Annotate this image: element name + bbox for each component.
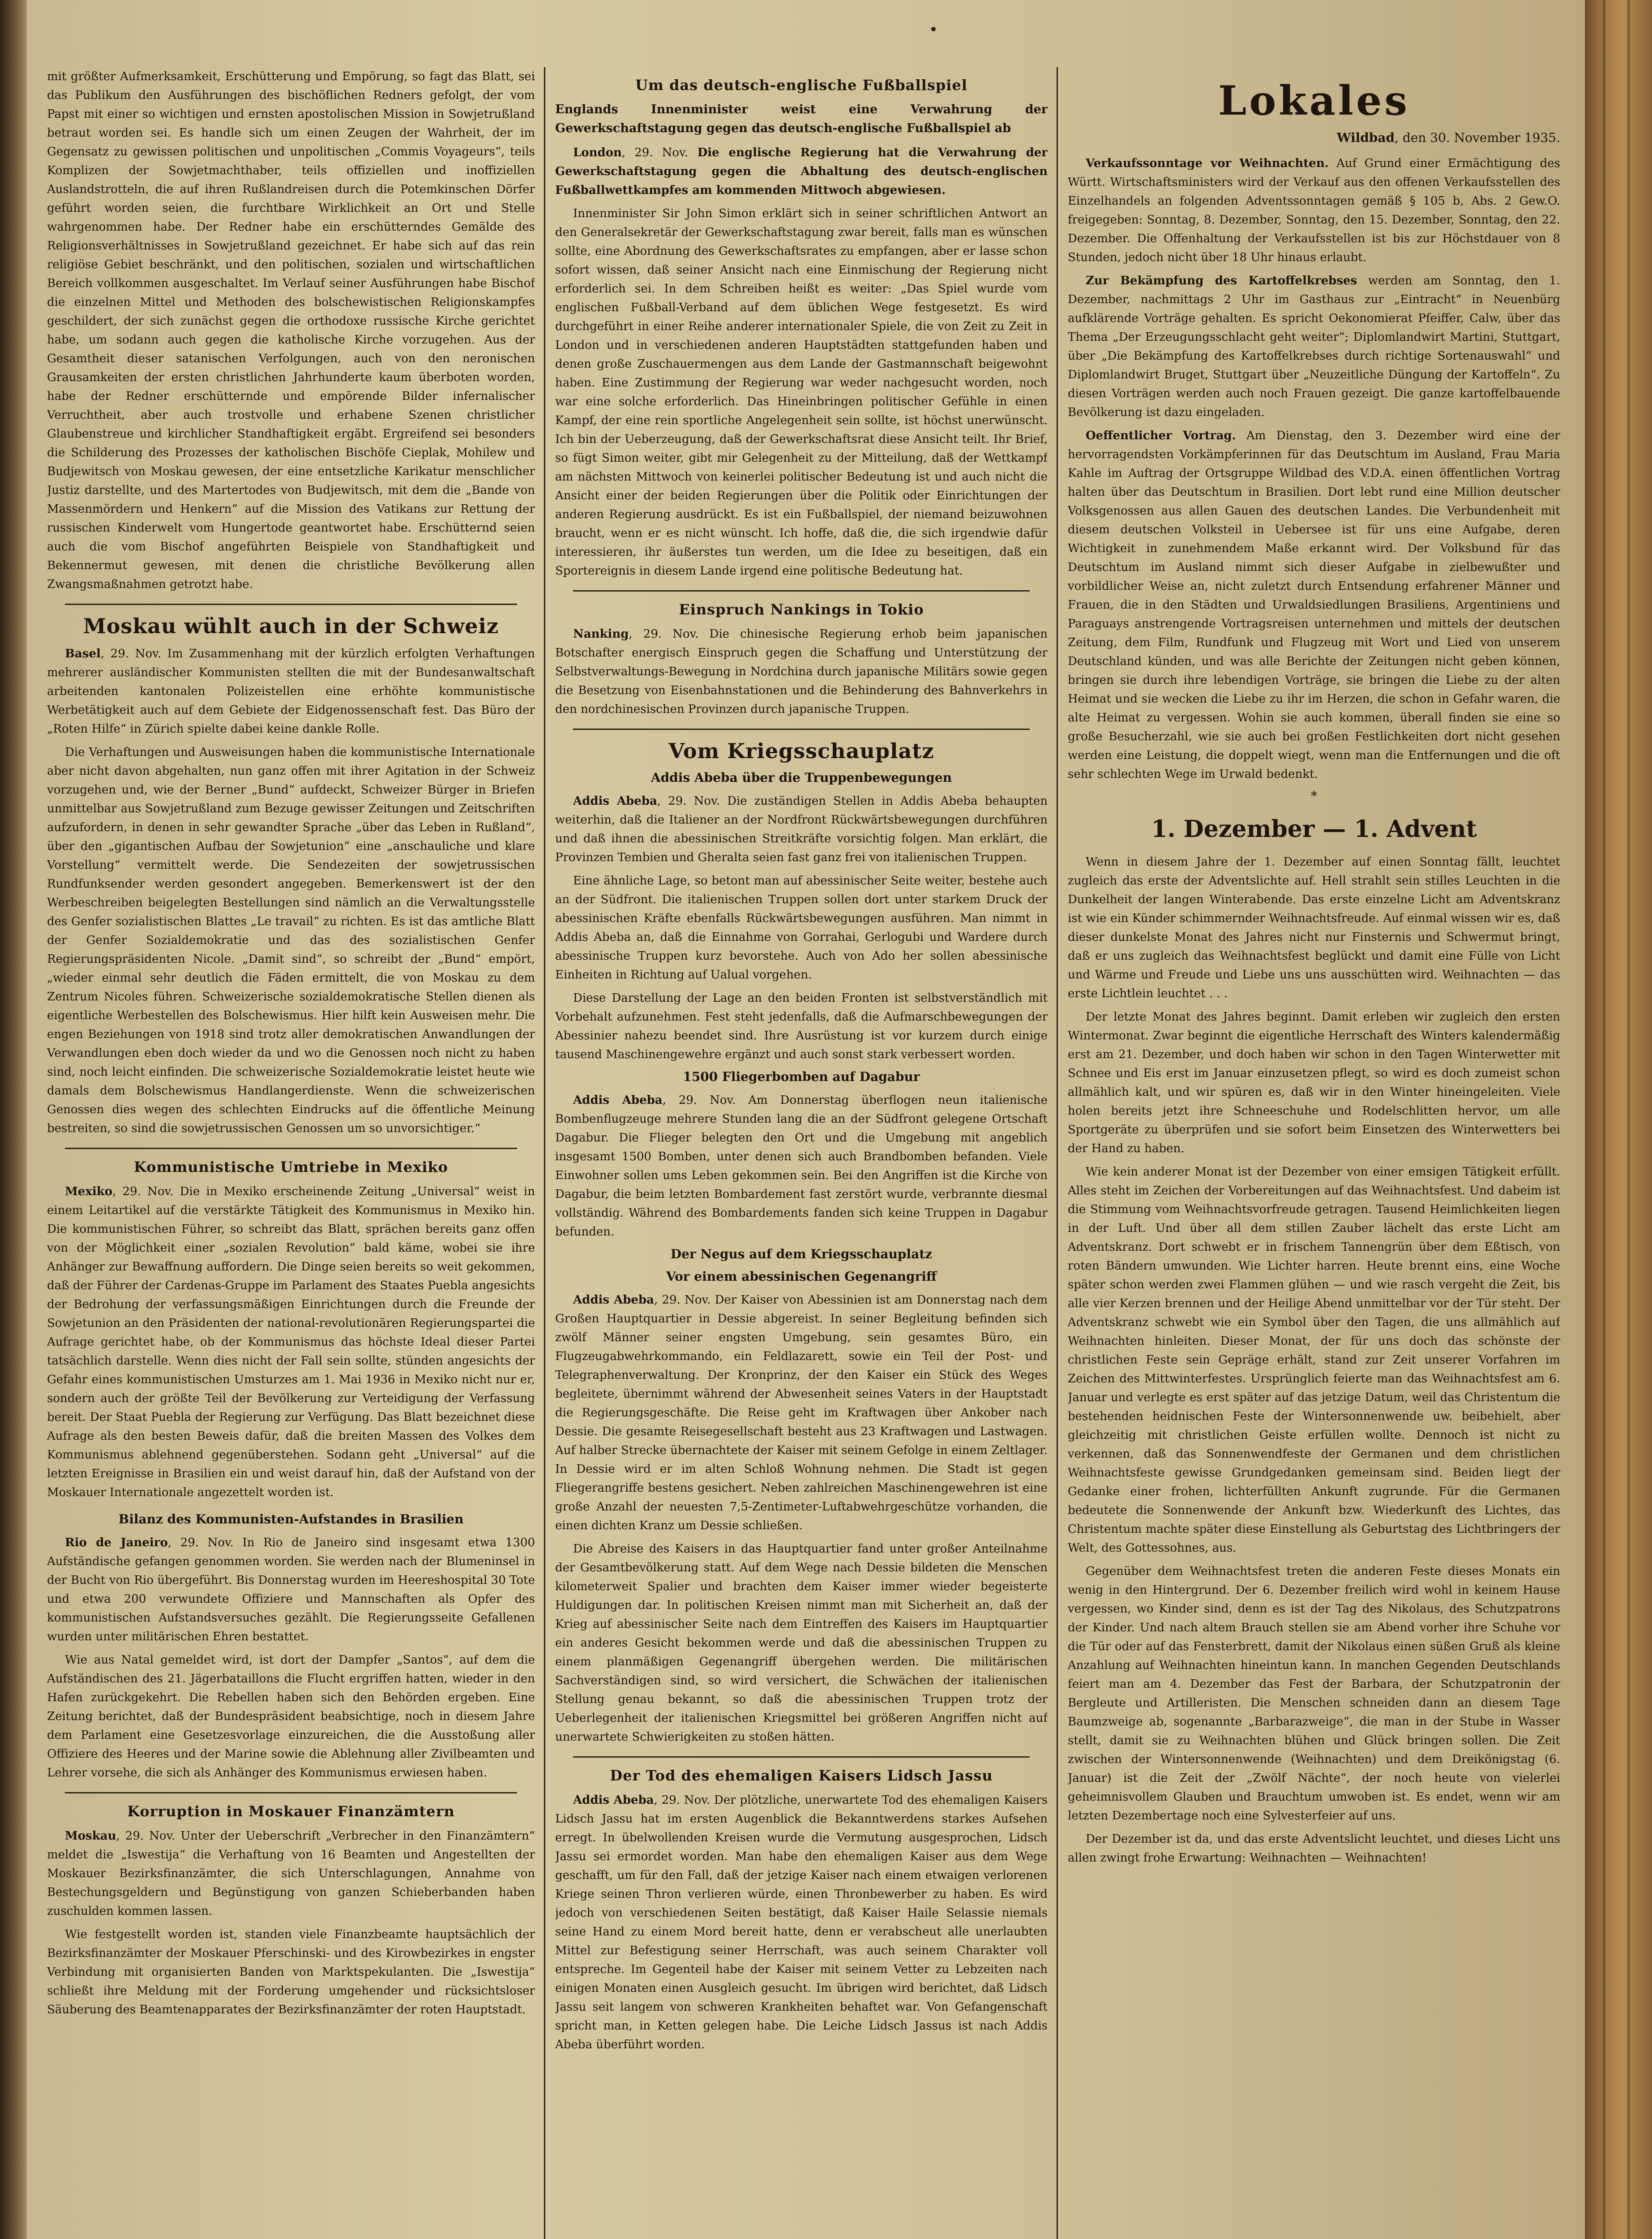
article-body: mit größter Aufmerksamkeit, Erschütterung und Empörung, so fagt das Blatt, sei das Publikum den Ausführungen des bischöflichen Redners gefolgt, der vom Papst mit einer so wichtigen und ernsten apostolischen Mission in Sowjetrußland betraut worden sei. Es handle sich um einen Zeugen der Wahrheit, der im Gegensatz zu gewissen politischen und unpolitischen „Commis Voyageurs“, teils Komplizen der Sowjetmachthaber, teils offiziellen und inoffiziellen Auslandstrotteln, die auf ihren Rußlandreisen durch die Potemkinschen Dörfer geführt worden seien, die furchtbare Wirklichkeit an Ort und Stelle wahrgenommen habe. Der Redner habe ein erschütterndes Gemälde des Religionsverhältnisses in Sowjetrußland gezeichnet. Er habe sich auf das rein religiöse Gebiet beschränkt, und den politischen, sozialen und wirtschaftlichen Bereich vollkommen ausgeschaltet. Im Verlauf seiner Ausführungen habe Bischof die einzelnen Mittel und Methoden des bolschewistischen Religionskampfes geschildert, der sich zunächst gegen die orthodoxe russische Kirche gerichtet habe, um sodann auch gegen die katholische Kirche vorzugehen. Aus der Gesamtheit dieser satanischen Verfolgungen, auch von den neronischen Grausamkeiten der ersten christlichen Jahrhunderte kaum überboten worden, habe der Redner erschütternde und empörende Bilder infernalischer Verruchtheit, aber auch trostvolle und erhabene Szenen christlicher Glaubenstreue und kirchlicher Standhaftigkeit ergäbt. Ergreifend sei besonders die Schilderung des Prozesses der katholischen Bischöfe Cieplak, Mohilew und Budjewitsch von Moskau gewesen, der eine entsetzliche Karikatur menschlicher Justiz darstellte, und des Martertodes von Budjewitsch, mit dem die „Bande von Massenmördern und Henkern“ auf die Mission des Vatikans zur Rettung der russischen Kinderwelt vom Hungertode geantwortet habe. Erschütternd seien auch die vom Bischof angeführten Beispiele von Standhaftigkeit und Bekennermut gewesen, mit denen die christliche Bevölkerung allen Zwangsmaßnahmen getrotzt habe.	[47, 70, 535, 591]
column-left	[47, 67, 535, 2239]
separator	[573, 590, 1030, 592]
item-body: Am Dienstag, den 3. Dezember wird eine der hervorragendsten Vorkämpferinnen für das Deutschtum im Ausland, Frau Maria Kahle im Auftrag der Ortsgruppe Wildbad des V.D.A. einen öffentlichen Vortrag halten über das Deutschtum in Brasilien. Dort lebt rund eine Million deutscher Volksgenossen aus allen Gauen des deutschen Landes. Die Verbundenheit mit diesem deutschen Volksteil in Uebersee ist für uns eine Aufgabe, deren Wichtigkeit in zunehmendem Maße erkannt wird. Der Volksbund für das Deutschtum im Ausland nimmt sich dieser Aufgabe in zielbewußter und vorbildlicher Weise an, nicht zuletzt durch Entsendung erfahrener Männer und Frauen, die in den Städten und Urwaldsiedlungen Brasiliens, Argentiniens und Paraguays anstrengende Vortragsreisen unternehmen und mittels der deutschen Zeitung, dem Film, Rundfunk und Flugzeug mit Wort und Lied von unserem Deutschland künden, und was alle Berichte der Zeitungen nicht geben können, bringen sie durch ihre lebendigen Vorträge, sie bringen die Liebe zu der alten Heimat und sie wecken die Liebe zu ihr im Herzen, die schon in Gefahr waren, die alte Heimat zu vergessen. Wohin sie auch kommen, überall finden sie eine so große Besucherzahl, wie sie auch bei großen Festlichkeiten dort nicht gesehen werden eine Leistung, die doppelt wiegt, wenn man die Entfernungen und die oft sehr schlechten Wege im Urwald bedenkt.	[1068, 429, 1560, 781]
article-korruption	[47, 1801, 535, 2019]
dateline-date: , 29. Nov.	[657, 794, 720, 808]
article-body: Am Donnerstag überflogen neun italienische Bombenflugzeuge mehrere Stunden lang die an der Südfront gelegene Ortschaft Dagabur. Die Flieger belegten den Ort und die Umgebung mit angeblich insgesamt 1500 Bomben, unter denen sich auch Brandbomben befanden. Viele Einwohner sollen ums Leben gekommen sein. Bei den Angriffen ist die Kirche von Dagabur, die beim letzten Bombardement fast zerstört wurde, verbrannte diesmal vollständig. Während des Bombardements fanden sich keine Truppen in Dagabur befunden.	[555, 1094, 1048, 1239]
headline: Der Tod des ehemaligen Kaisers Lidsch Jassu	[610, 1767, 993, 1784]
dateline-place: Addis Abeba	[573, 1793, 654, 1807]
article-body: Der letzte Monat des Jahres beginnt. Damit erleben wir zugleich den ersten Wintermonat. Zwar beginnt die eigentliche Herrschaft des Winters kalendermäßig erst am 21. Dezember, und doch haben wir schon in den Tagen Winterwetter mit Schnee und Eis erst im Januar einzusetzen pflegt, so wird es doch zumeist schon allmählich kalt, und wir spüren es, daß wir in den Winter hineingeleiten. Viele holen bereits jetzt ihre Schneeschuhe und Rodelschlitten hervor, um alle Sportgeräte zu überprüfen und sie sofort beim Einsetzen des Winterwetters bei der Hand zu haben.	[1068, 1010, 1560, 1155]
dateline-date: , 29. Nov.	[116, 1829, 175, 1843]
article-bischof	[47, 67, 535, 594]
article-body: Wie festgestellt worden ist, standen viele Finanzbeamte hauptsächlich der Bezirksfinanzämter der Moskauer Pferschinski- und des Kirowbezirkes in engster Verbindung mit organisierten Banden von Marktspekulanten. Die „Iswestija“ schließt ihre Meldung mit der Forderung umgehender und rücksichtsloser Säuberung des Beamtenapparates der Bezirksfinanzämter der roten Hauptstadt.	[47, 1928, 535, 2016]
article-body: Im Zusammenhang mit der kürzlich erfolgten Verhaftungen mehrerer ausländischer Kommunisten stellten die mit der Bundesanwaltschaft arbeitenden kantonalen Polizeistellen eine erhöhte kommunistische Werbetätigkeit auch auf dem Gebiete der Eidgenossenschaft fest. Das Büro der „Roten Hilfe“ in Zürich spielte dabei keine dankle Rolle.	[47, 647, 535, 736]
section-date: , den 30. November 1935.	[1395, 130, 1560, 145]
headline: Kommunistische Umtriebe in Mexiko	[134, 1158, 448, 1175]
subheadline: Der Negus auf dem Kriegsschauplatz	[670, 1247, 933, 1261]
article-schweiz	[47, 613, 535, 1138]
article-body: Der Dezember ist da, und das erste Adventslicht leuchtet, und dieses Licht uns allen zwingt frohe Erwartung: Weihnachten — Weihnachten!	[1068, 1832, 1560, 1865]
separator	[65, 604, 517, 605]
article-brasilien	[47, 1511, 535, 1782]
article-body: Innenminister Sir John Simon erklärt sich in seiner schriftlichen Antwort an den Generalsekretär der Gewerkschaftstagung zwar bereit, falls man es wünschen sollte, eine Abordnung des Gewerkschaftsrates zu empfangen, aber er lasse schon sofort wissen, daß seiner Ansicht nach eine Einmischung der Regierung nicht erforderlich sei. In dem Schreiben heißt es weiter: „Das Spiel wurde vom englischen Fußball-Verband auf dem üblichen Wege festgesetzt. Es wird durchgeführt in einer Reihe anderer internationaler Spiele, die von Zeit zu Zeit in London und in verschiedenen anderen Hauptstädten stattgefunden haben und denen große Zuschauermengen aus dem Lande der Gastmannschaft beigewohnt haben. Eine Zustimmung der Regierung war weder nachgesucht worden, noch war eine solche erforderlich. Das Hineinbringen politischer Gefühle in einen Kampf, der eine rein sportliche Angelegenheit sein sollte, ist höchst unerwünscht. Ich bin der Ueberzeugung, daß der Gewerkschaftsrat diese Ansicht teilt. Ihr Brief, so fügt Simon weiter, gibt mir Gelegenheit zu der Mitteilung, daß der Wettkampf am nächsten Mittwoch von keinerlei politischer Bedeutung ist und auch nicht die Ansicht einer der beiden Regierungen über die Politik oder Einrichtungen der anderen Regierung ausdrückt. Es ist ein Fußballspiel, der niemand beizuwohnen braucht, wenn er es nicht wünscht. Ich hoffe, daß die, die sich irgendwie dafür interessieren, ihr äußerstes tun werden, um die Idee zu beseitigen, daß ein Sportereignis in diesem Lande irgend eine politische Bedeutung hat.	[555, 207, 1048, 578]
article-body: Gegenüber dem Weihnachtsfest treten die anderen Feste dieses Monats ein wenig in den Hintergrund. Der 6. Dezember freilich wird wohl in keinem Hause vergessen, wo Kinder sind, denn es ist der Tag des Nikolaus, des Schutzpatrons der Kinder. Und nach altem Brauch stellen sie am Abend vorher ihre Schuhe vor die Tür oder auf das Fensterbrett, damit der Nikolaus einen süßen Gruß als kleine Anzahlung auf Weihnachten hineintun kann. In manchen Gegenden Deutschlands feiert man am 4. Dezember das Fest der Barbara, der Schutzpatronin der Bergleute und Artilleristen. Die Menschen schneiden dann an diesem Tage Baumzweige ab, sogenannte „Barbarazweige“, die man in der Stube in Wasser stellt, damit sie zu Weihnachten blühen und Glück bringen sollen. Die Zeit zwischen der Wintersonnenwende (Weihnachten) und dem Dreikönigstag (6. Januar) ist die Zeit der „Zwölf Nächte“, der noch heute von vielerlei geheimnisvollem Glauben und Brauchtum umwoben ist. Es endet, wenn wir am letzten Dezembertage noch eine Sylvesterfeier auf uns.	[1068, 1565, 1560, 1823]
dateline-date: , 29. Nov.	[662, 1094, 736, 1107]
article-nanking	[555, 600, 1048, 719]
column-middle	[555, 67, 1048, 2239]
dateline-place: Rio de Janeiro	[65, 1536, 168, 1549]
dateline-place: Basel	[65, 647, 101, 661]
headline: Bilanz des Kommunisten-Aufstandes in Brasilien	[118, 1512, 464, 1527]
separator	[65, 1148, 517, 1149]
dateline-date: , 29. Nov.	[167, 1536, 234, 1549]
star-separator: *	[1311, 789, 1317, 803]
article-lidsch-jassu	[555, 1766, 1048, 2054]
column-right	[1068, 67, 1560, 2239]
previous-page-edge	[0, 0, 27, 2239]
dateline-date: , 29. Nov.	[100, 647, 162, 661]
headline: Korruption in Moskauer Finanzämtern	[127, 1803, 455, 1820]
deck: Englands Innenminister weist eine Verwahrung der Gewerkschaftstagung gegen das deutsch-englische Fußballspiel ab	[555, 103, 1048, 135]
headline: Moskau wühlt auch in der Schweiz	[83, 614, 499, 638]
dateline-place: Moskau	[65, 1829, 116, 1843]
item-body: werden am Sonntag, den 1. Dezember, nachmittags 2 Uhr im Gasthaus zur „Eintracht“ in Neuenbürg aufklärende Vorträge gehalten. Es spricht Oekonomierat Pfeiffer, Calw, über das Thema „Der Erzeugungsschlacht geht weiter“; Diplomlandwirt Martini, Stuttgart, über „Die Bekämpfung des Kartoffelkrebses durch richtige Sortenauswahl“ und Diplomlandwirt Bruget, Stuttgart über „Neuzeitliche Düngung der Kartoffeln“. Zu diesen Vorträgen werden auch noch Frauen gezeigt. Die ganze kartoffelbauende Bevölkerung ist dazu eingeladen.	[1068, 274, 1560, 419]
dateline-place: Addis Abeba	[573, 1094, 663, 1107]
article-mexiko	[47, 1157, 535, 1502]
article-body: Der plötzliche, unerwartete Tod des ehemaligen Kaisers Lidsch Jassu hat im ersten Augenblick die Bekanntwerdens starkes Aufsehen erregt. In übelwollenden Kreisen wurde die Vermutung ausgesprochen, Lidsch Jassu sei ermordet worden. Man habe den ehemaligen Kaiser aus dem Wege geschafft, um für den Fall, daß der jetzige Kaiser nach einem etwaigen verlorenen Kriege seinen Thron verlieren würde, einen Thronbewerber zu haben. Es wird jedoch von verschiedenen Seiten bestätigt, daß Kaiser Haile Selassie niemals seine Hand zu einem Mord bereit hatte, denn er verabscheut alle unerlaubten Mittel zur Befestigung seiner Herrschaft, was auch seinem Charakter voll entspreche. Im Gegenteil habe der Kaiser mit seinem Vetter zu Lebzeiten nach einigen Monaten einen Ausgleich gesucht. Im übrigen wird berichtet, daß Lidsch Jassu seit langem von schweren Krankheiten behaftet war. Von Gefangenschaft spricht man, in Ketten gelegen habe. Die Leiche Lidsch Jassus ist nach Addis Abeba überführt worden.	[555, 1793, 1048, 2051]
dateline-place: London	[573, 146, 622, 159]
section-title: Lokales	[1218, 77, 1410, 124]
headline: Einspruch Nankings in Tokio	[679, 601, 924, 618]
item-lead: Zur Bekämpfung des Kartoffelkrebses	[1086, 274, 1357, 287]
dateline-place: Addis Abeba	[573, 1293, 654, 1307]
print-mark	[931, 27, 936, 31]
article-body: Wie kein anderer Monat ist der Dezember von einer emsigen Tätigkeit erfüllt. Alles steht im Zeichen der Vorbereitungen auf das Weihnachtsfest. Und dabeim ist die Stimmung vom Weihnachtsvorfreude getragen. Tausend Heimlichkeiten liegen in der Luft. Und über all dem stillen Zauber lächelt das erste Licht am Adventskranz. Dort schwebt er in frischem Tannengrün über dem Eßtisch, von roten Bändern umwunden. Wie Lichter harren. Heute brennt eins, eine Woche später schon werden zwei Flammen glühen — und wie rasch vergeht die Zeit, bis alle vier Kerzen brennen und der Heilige Abend unmittelbar vor der Tür steht. Der Adventskranz schwebt wie ein Symbol über den Tagen, die uns allmählich auf Weihnachten hinleiten. Dieser Monat, der für uns doch das schönste der christlichen Feste sein Gepräge erhält, stand zur Zeit unserer Vorfahren im Zeichen des Mittwinterfestes. Ursprünglich feierte man das Weihnachtsfest am 6. Januar und verlegte es erst später auf das jetzige Datum, weil das Christentum die bestehenden heidnischen Feste der Wintersonnenwende uw. beibehielt, aber gleichzeitig mit christlichen Geiste erfüllen wollte. Dennoch ist nicht zu verkennen, daß das Sonnenwendfeste der Germanen und dem christlichen Weihnachtsfeste gewisse Grundgedanken gemeinsam sind. Beiden liegt der Gedanke einer frohen, lichterfüllten Ankunft zugrunde. Für die Germanen bedeutete die Sonnenwende der Ankunft bzw. Wiederkunft des Lichtes, das Christentum machte später diese Einstellung als Geburtstag des Lichtbringers der Welt, des Gottessohnes, aus.	[1068, 1165, 1560, 1555]
article-body: Die Abreise des Kaisers in das Hauptquartier fand unter großer Anteilnahme der Gesamtbevölkerung statt. Auf dem Wege nach Dessie bildeten die Menschen kilometerweit Spalier und brachten dem Kaiser immer wieder begeisterte Huldigungen dar. In politischen Kreisen nimmt man mit Sicherheit an, daß der Krieg auf abessinischer Seite nach dem Eintreffen des Kaisers im Hauptquartier ein anderes Gesicht bekommen werde und daß die abessinischen Truppen zu einem planmäßigen Gegenangriff übergehen werden. Die militärischen Sachverständigen sind, so wird versichert, die Schwächen der italienischen Stellung genau bekannt, so daß die abessinischen Truppen trotz der Ueberlegenheit der italienischen Kriegsmittel bei größeren Angriffen nicht auf unerwartete Schwierigkeiten zu stoßen hätten.	[555, 1542, 1048, 1744]
article-body: Die zuständigen Stellen in Addis Abeba behaupten weiterhin, daß die Italiener an der Nordfront Rückwärtsbewegungen durchführen und daß ihnen die abessinischen Streitkräfte vorsichtig folgen. Man erklärt, die Provinzen Tembien und Gheralta seien fast ganz frei von italienischen Truppen.	[555, 794, 1048, 864]
article-lead: Die englische Regierung hat die Verwahrung der Gewerkschaftstagung gegen die Abhaltung des deutsch-englischen Fußballwettkampfes am kommenden Mittwoch abgewiesen.	[555, 146, 1048, 197]
headline: Vom Kriegsschauplatz	[668, 739, 934, 763]
dateline-place: Nanking	[573, 627, 629, 641]
book-binding	[1585, 0, 1652, 2239]
item-lead: Verkaufssonntage vor Weihnachten.	[1086, 157, 1329, 170]
item-body: Auf Grund einer Ermächtigung des Württ. Wirtschaftsministers wird der Verkauf aus den offenen Verkaufsstellen des Einzelhandels an folgenden Adventssonntagen gemäß § 105 b, Abs. 2 Gew.O. freigegeben: Sonntag, 8. Dezember, Sonntag, den 15. Dezember, Sonntag, den 22. Dezember. Die Offenhaltung der Verkaufsstellen ist bis zur Höchstdauer von 8 Stunden, jedoch nicht über 18 Uhr hinaus erlaubt.	[1068, 157, 1560, 264]
separator	[573, 729, 1030, 730]
article-body: Diese Darstellung der Lage an den beiden Fronten ist selbstverständlich mit Vorbehalt aufzunehmen. Fest steht jedenfalls, daß die Aufmarschbewegungen der Abessinier nahezu beendet sind. Ihre Ausrüstung ist vor kurzem durch einige tausend Maschinengewehre ergänzt und auch sonst stark verbessert worden.	[555, 991, 1048, 1061]
column-rule-1	[544, 67, 545, 2239]
article-kriegsschauplatz	[555, 738, 1048, 1746]
dateline-date: , 29. Nov.	[654, 1293, 711, 1307]
separator	[65, 1792, 517, 1793]
dateline-date: , 29. Nov.	[629, 627, 699, 641]
article-body: Wie aus Natal gemeldet wird, ist dort der Dampfer „Santos“, auf dem die Aufständischen des 21. Jägerbataillons die Flucht ergriffen hatten, wieder in den Hafen zurückgekehrt. Die Rebellen haben sich den Behörden ergeben. Eine Zeitung berichtet, daß der Bundespräsident beabsichtige, noch in diesem Jahre dem Parlament eine Gesetzesvorlage einzureichen, die die Ausstoßung aller Offiziere des Heeres und der Marine sowie die Ablehnung aller Zivilbeamten und Lehrer vorsehe, die sich als Anhänger des Kommunismus erwiesen haben.	[47, 1653, 535, 1780]
dateline-place: Addis Abeba	[573, 794, 657, 808]
dateline-date: , 29. Nov.	[654, 1793, 710, 1807]
article-body: In Rio de Janeiro sind insgesamt etwa 1300 Aufständische gefangen genommen worden. Sie werden nach der Blumeninsel in der Bucht von Rio übergeführt. Bis Donnerstag wurden im Heereshospital 30 Tote und etwa 200 verwundete Offiziere und Mannschaften als Opfer des kommunistischen Aufstandsversuches gezählt. Die Regierungsseite Gefallenen wurden unter militärischen Ehren bestattet.	[47, 1536, 535, 1643]
subheadline: 1500 Fliegerbomben auf Dagabur	[683, 1069, 920, 1084]
article-body: Der Kaiser von Abessinien ist am Donnerstag nach dem Großen Hauptquartier in Dessie abgereist. In seiner Begleitung befinden sich zwölf Männer seiner engsten Umgebung, sein gesamtes Büro, ein Flugzeugabwehrkommando, ein Feldlazarett, sowie ein Teil der Post- und Telegraphenverwaltung. Der Kronprinz, der den Kaiser ein Stück des Weges begleitete, übernimmt während der Abwesenheit seines Vaters in der Hauptstadt die Regierungsgeschäfte. Die Reise geht im Kraftwagen über Ankober nach Dessie. Die gesamte Reisegesellschaft besteht aus 23 Kraftwagen und Lastwagen. Auf halber Strecke übernachtete der Kaiser mit seinem Gefolge in einem Zeltlager. In Dessie wird er im alten Schloß Wohnung nehmen. Die Stadt ist gegen Fliegerangriffe bestens gesichert. Neben zahlreichen Maschinengewehren ist eine große Anzahl der neuesten 7,5-Zentimeter-Luftabwehrgeschütze vorhanden, die einen dichten Kranz um Dessie schließen.	[555, 1293, 1048, 1532]
article-body: Eine ähnliche Lage, so betont man auf abessinischer Seite weiter, bestehe auch an der Südfront. Die italienischen Truppen sollen dort unter starkem Druck der abessinischen Kräfte ebenfalls Rückwärtsbewegungen ausführen. Man nimmt in Addis Abeba an, daß die Einnahme von Gorrahai, Gerlogubi und Wardere durch abessinische Truppen kurz bevorstehe. Auch von Ado her sollen abessinische Einheiten in Richtung auf Ualual vorgehen.	[555, 874, 1048, 982]
article-fussball	[555, 75, 1048, 580]
dateline-date: , 29. Nov.	[621, 146, 688, 159]
subheadline: Addis Abeba über die Truppenbewegungen	[651, 770, 952, 785]
dateline-place: Mexiko	[65, 1185, 113, 1198]
article-body: Unter der Ueberschrift „Verbrecher in den Finanzämtern“ meldet die „Iswestija“ die Verhaftung von 16 Beamten und Angestellten der Moskauer Bezirksfinanzämter, die sich Unterschlagungen, Annahme von Bestechungsgeldern und Begünstigung von ganzen Schieberbanden haben zuschulden kommen lassen.	[47, 1829, 535, 1918]
column-rule-2	[1057, 67, 1058, 2239]
article-body: Die chinesische Regierung erhob beim japanischen Botschafter energisch Einspruch gegen die Schaffung und Unterstützung der Selbstverwaltungs-Bewegung in Nordchina durch japanische Militärs sowie gegen die Besetzung von Eisenbahnstationen und die Behinderung des Bahnverkehrs in den nordchinesischen Provinzen durch japanische Truppen.	[555, 627, 1048, 716]
article-body: Die in Mexiko erscheinende Zeitung „Universal“ weist in einem Leitartikel auf die verstärkte Tätigkeit des Kommunismus in Mexiko hin. Die kommunistischen Führer, so schreibt das Blatt, sprächen bereits ganz offen von der Möglichkeit einer „sozialen Revolution“ bald käme, wobei sie ihre Anhänger zur Bewaffnung auffordern. Die Dinge seien bereits so weit gekommen, daß der Führer der Cardenas-Gruppe im Parlament des Staates Puebla angesichts der Bedrohung der verfassungsmäßigen Einrichtungen durch die Freunde der Sowjetunion an den Präsidenten der national-revolutionären Regierungspartei die Aufrage gerichtet habe, ob der Kommunismus das höchste Ideal dieser Partei tatsächlich darstelle. Wenn dies nicht der Fall sein sollte, stünden angesichts der Gefahr eines kommunistischen Umsturzes am 1. Mai 1936 in Mexiko nicht nur er, sondern auch der größte Teil der Bevölkerung zur Verteidigung der Verfassung bereit. Der Staat Puebla der Regierung zur Verfügung. Das Blatt bezeichnet diese Aufrage als den besten Beweis dafür, daß die breiten Massen des Volkes dem Kommunismus ablehnend gegenüberstehen. Sodann geht „Universal“ auf die letzten Ereignisse in Brasilien ein und weist darauf hin, daß der Aufstand von der Moskauer Internationale angezettelt worden ist.	[47, 1185, 535, 1499]
article-body: Die Verhaftungen und Ausweisungen haben die kommunistische Internationale aber nicht davon abgehalten, nun ganz offen mit ihrer Agitation in der Schweiz vorzugehen und, wie der Berner „Bund“ aufdeckt, Schweizer Bürger in Briefen unmittelbar aus Sowjetrußland zum Bezuge gewisser Zeitungen und Zeitschriften aufzufordern, in denen in sehr gewandter Sprache „über das Leben in Rußland“, über den „gigantischen Aufbau der Sowjetunion“ eine „anschauliche und klare Vorstellung“ vermittelt werde. Die Sendezeiten der sowjetrussischen Rundfunksender werden gesondert angegeben. Bemerkenswert ist der den Werbeschreiben beigelegten Bestellungen sind nämlich an die Verwaltungsstelle des Genfer sozialistischen Blattes „Le travail“ zu richten. Es ist das amtliche Blatt der Genfer Sozialdemokratie und das des sozialistischen Genfer Regierungspräsidenten Nicole. „Damit sind“, so schreibt der „Bund“ empört, „wieder einmal sehr deutlich die Fäden ermittelt, die von Moskau zu dem Zentrum Nicoles führen. Schweizerische sozialdemokratische Stellen dienen als eigentliche Werbestellen des Bolschewismus. Hier hilft kein Ausweisen mehr. Die engen Beziehungen von 1918 sind trotz aller demokratischen Anwandlungen der Verwandlungen eben doch wieder da und wo die Genossen noch nicht zu haben sind, noch leicht einfinden. Die schweizerische Sozialdemokratie leistet heute wie damals dem Bolschewismus Handlangerdienste. Wenn die schweizerischen Genossen dies wegen des schlechten Eindrucks auf die öffentliche Meinung bestreiten, so sind die sowjetrussischen Genossen um so unvorsichtiger.“	[47, 746, 535, 1135]
dateline-date: , 29. Nov.	[112, 1185, 174, 1198]
separator	[573, 1756, 1030, 1758]
section-place: Wildbad	[1336, 130, 1395, 145]
headline: Um das deutsch-englische Fußballspiel	[635, 77, 967, 94]
subheadline: Vor einem abessinischen Gegenangriff	[666, 1269, 937, 1284]
item-lead: Oeffentlicher Vortrag.	[1086, 429, 1236, 442]
article-body: Wenn in diesem Jahre der 1. Dezember auf einen Sonntag fällt, leuchtet zugleich das erste der Adventslichte auf. Hell strahlt sein stilles Leuchten in die Dunkelheit der langen Winterabende. Das erste einzelne Licht am Adventskranz ist wie ein Künder schimmernder Weihnachtsfreude. Auf einmal wissen wir es, daß dieser dunkelste Monat des Jahres nicht nur Finsternis und Schwermut bringt, daß er uns zugleich das Weihnachtsfest beglückt und damit eine Fülle von Licht und Wärme und Freude und Liebe uns uns ausschütten wird. Weihnachten — das erste Lichtlein leuchtet . . .	[1068, 855, 1560, 1000]
headline: 1. Dezember — 1. Advent	[1151, 815, 1477, 843]
